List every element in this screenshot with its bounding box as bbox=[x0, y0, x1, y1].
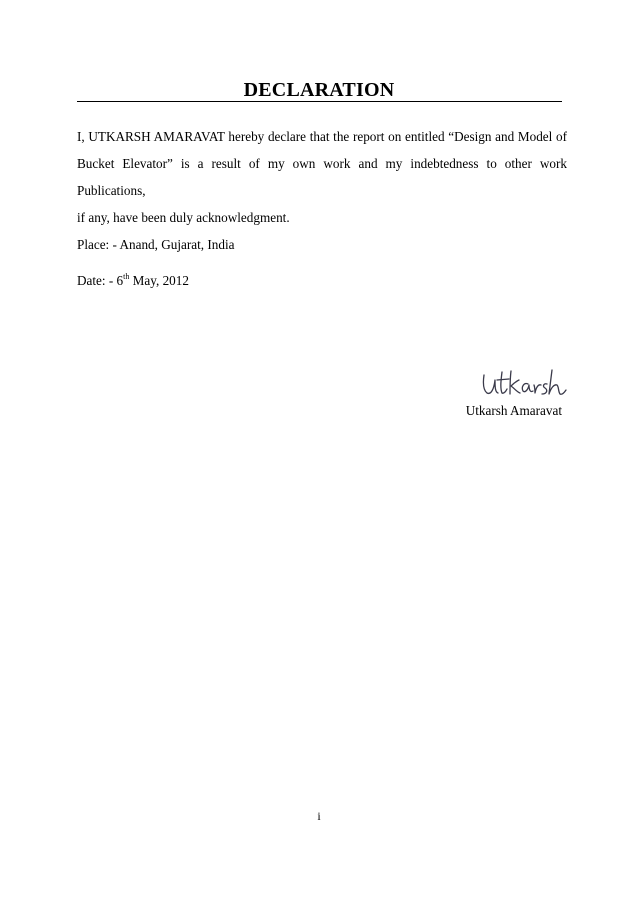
title-underline bbox=[77, 101, 562, 102]
date-prefix: Date: - 6 bbox=[77, 273, 124, 288]
date-ordinal-suffix: th bbox=[123, 272, 130, 281]
handwritten-signature bbox=[478, 366, 568, 402]
page-title: DECLARATION bbox=[243, 79, 395, 101]
signer-name: Utkarsh Amaravat bbox=[465, 403, 562, 418]
date-suffix: May, 2012 bbox=[129, 273, 189, 288]
declaration-paragraph bbox=[77, 123, 567, 231]
paragraph-line: Bucket Elevator” is a result of my own work and my indebtedness to other work Publications, bbox=[77, 156, 567, 198]
place-line: Place: - Anand, Gujarat, India bbox=[77, 237, 235, 252]
paragraph-line: if any, have been duly acknowledgment. bbox=[77, 210, 290, 225]
page-number: i bbox=[317, 809, 321, 823]
paragraph-line: I, UTKARSH AMARAVAT hereby declare that the report on entitled “Design and Model of bbox=[77, 129, 567, 144]
date-line bbox=[77, 271, 189, 291]
